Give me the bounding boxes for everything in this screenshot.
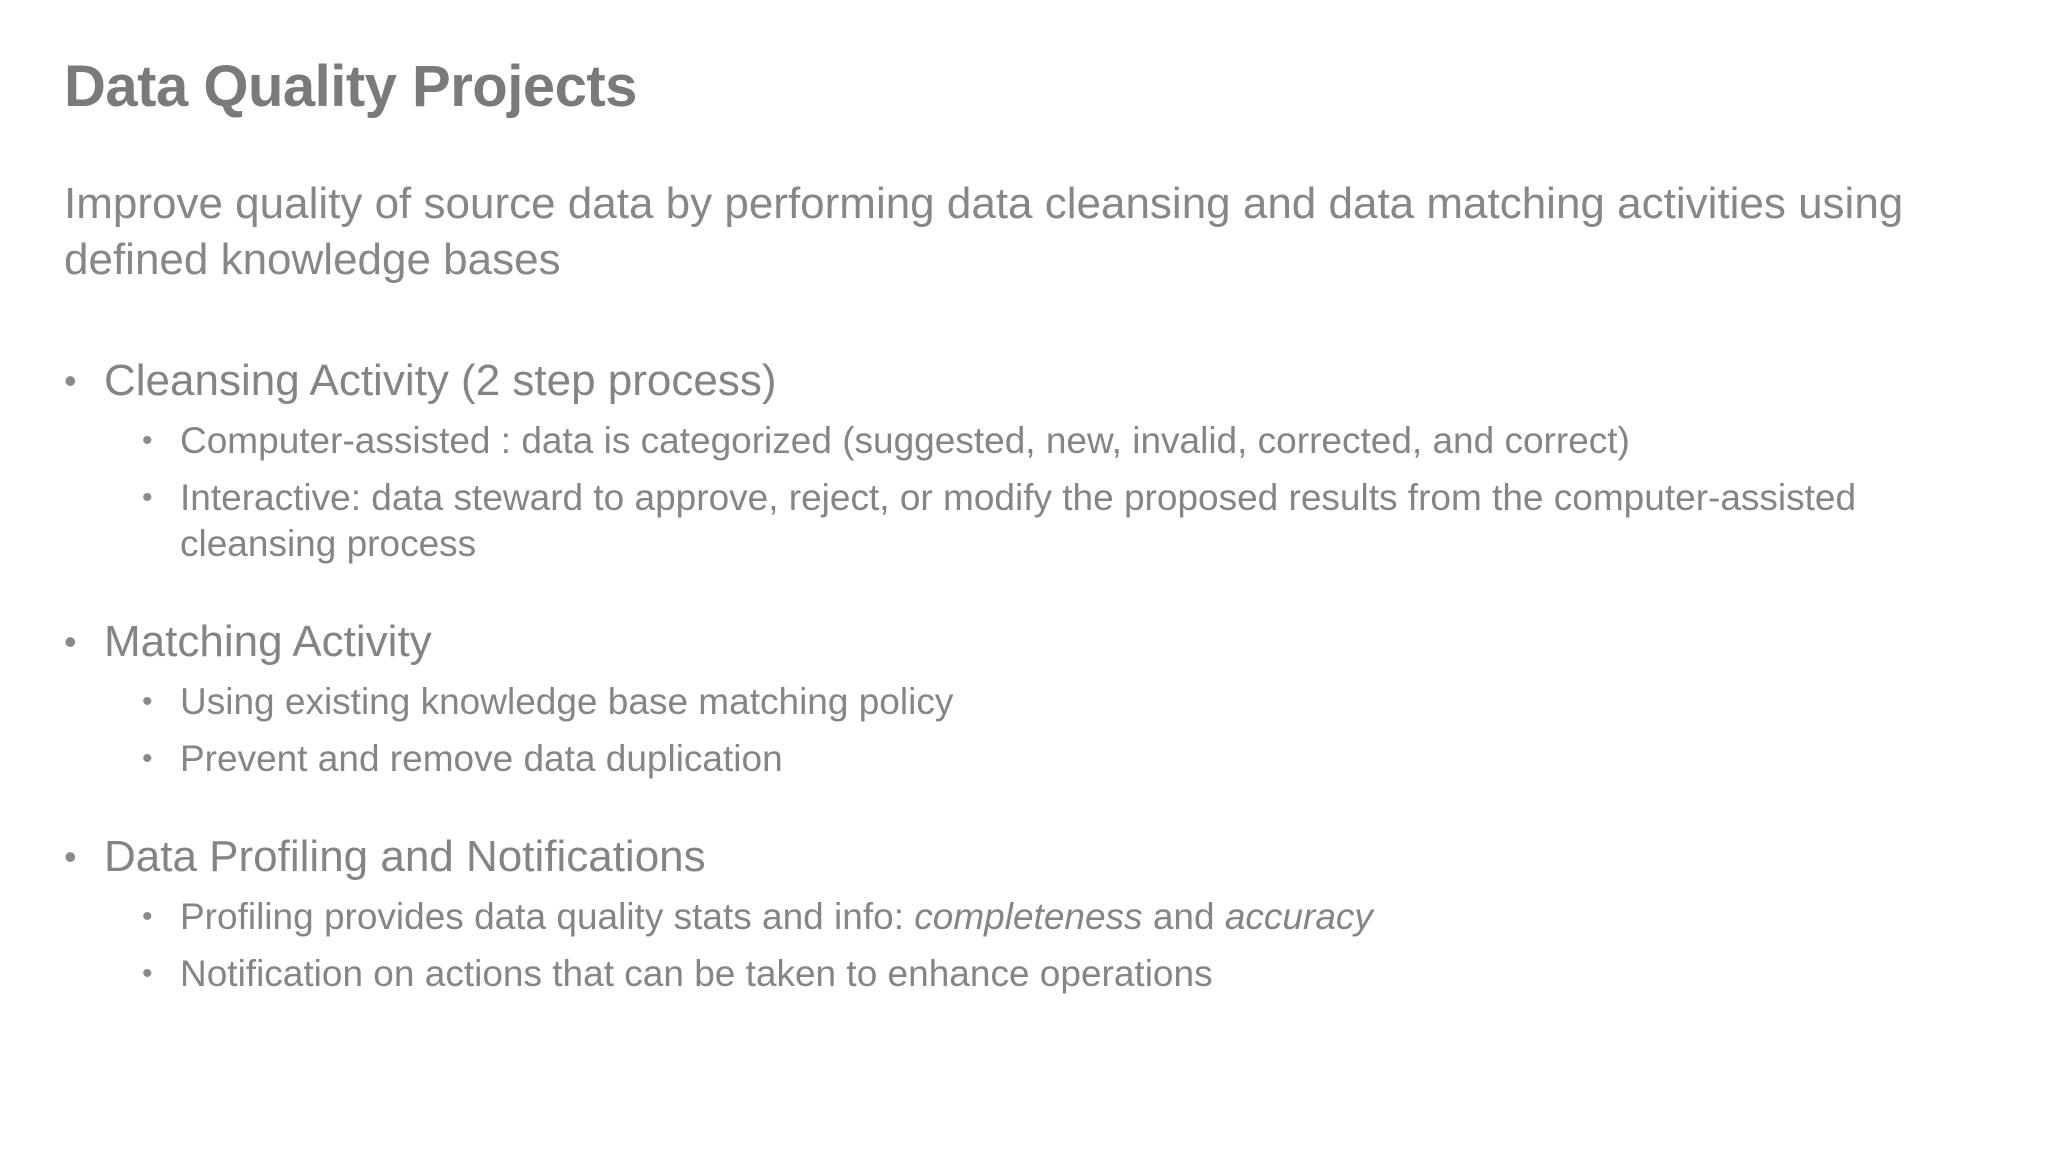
bullet-item	[64, 344, 1994, 418]
bullet-heading: Data Profiling and Notifications	[104, 832, 706, 881]
bullet-icon: •	[64, 360, 77, 401]
sub-bullet-text: Using existing knowledge base matching policy	[180, 681, 954, 722]
bullet-heading: Cleansing Activity (2 step process)	[104, 356, 777, 405]
sub-bullet-text: Notification on actions that can be taken to enhance operations	[180, 953, 1213, 994]
bullet-icon: •	[142, 481, 153, 514]
sub-bullet-item	[142, 951, 1994, 997]
sub-bullet-item	[142, 679, 1994, 725]
bullet-icon: •	[142, 685, 153, 718]
bullet-icon: •	[64, 836, 77, 877]
slide-title: Data Quality Projects	[64, 54, 637, 119]
bullet-icon: •	[142, 900, 153, 933]
bullet-list	[64, 344, 1994, 1035]
sub-bullet-list	[64, 679, 1994, 782]
sub-bullet-text: Interactive: data steward to approve, reject, or modify the proposed results from the computer-assisted cleansing process	[180, 477, 1857, 564]
sub-bullet-item	[142, 475, 1994, 567]
sub-bullet-list	[64, 418, 1994, 567]
sub-bullet-text: Computer-assisted : data is categorized (suggested, new, invalid, corrected, and correct)	[180, 420, 1630, 461]
bullet-icon: •	[142, 424, 153, 457]
bullet-heading: Matching Activity	[104, 617, 432, 666]
text-prefix: Profiling provides data quality stats and info:	[180, 896, 915, 937]
emphasis-accuracy: accuracy	[1224, 896, 1373, 937]
section-matching-activity	[64, 605, 1994, 782]
bullet-icon: •	[64, 621, 77, 662]
sub-bullet-text: Prevent and remove data duplication	[180, 738, 783, 779]
text-connector: and	[1142, 896, 1225, 937]
sub-bullet-item	[142, 418, 1994, 464]
emphasis-completeness: completeness	[914, 896, 1143, 937]
section-cleansing-activity	[64, 344, 1994, 567]
sub-bullet-item	[142, 736, 1994, 782]
sub-bullet-item	[142, 894, 1994, 940]
bullet-item	[64, 820, 1994, 894]
bullet-icon: •	[142, 742, 153, 775]
sub-bullet-list	[64, 894, 1994, 997]
bullet-item	[64, 605, 1994, 679]
bullet-icon: •	[142, 957, 153, 990]
slide-subtitle: Improve quality of source data by performing data cleansing and data matching activities using defined knowledge bases	[64, 179, 1904, 284]
sub-bullet-text	[180, 896, 1373, 937]
section-data-profiling	[64, 820, 1994, 997]
